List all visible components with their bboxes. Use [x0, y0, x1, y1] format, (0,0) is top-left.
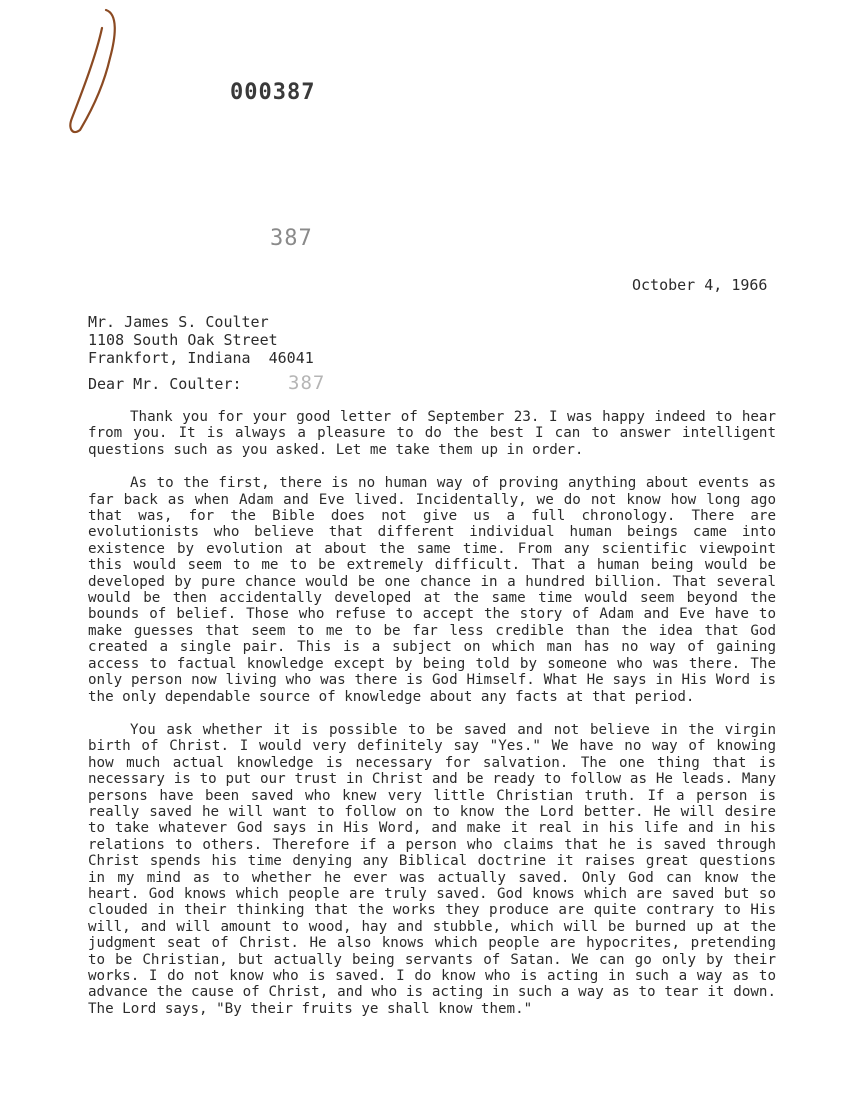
address-line: 1108 South Oak Street: [88, 331, 278, 349]
letter-body: [88, 409, 776, 1034]
body-paragraph: As to the first, there is no human way of proving anything about events as far back as when Adam and Eve lived. Incidentally, we do not know how long ago that was, for the Bible does not give us a full chronology. There are evolutionists who believe that different individual human beings came into existence by evolution at about the same time. From any scientific viewpoint this would seem to me to be extremely difficult. That a human being would be developed by pure chance would be one chance in a hundred billion. That several would be then accidentally developed at the same time would seem beyond the bounds of belief. Those who refuse to accept the story of Adam and Eve have to make guesses that seem to me to be far less credible than the idea that God created a single pair. This is a subject on which man has no way of gaining access to factual knowledge except by being told by someone who was there. The only person now living who was there is God Himself. What He says in His Word is the only dependable source of knowledge about any facts at that period.: [88, 475, 776, 705]
recipient-address: [88, 313, 314, 367]
document-number-stamp: 000387: [230, 80, 316, 105]
body-paragraph: Thank you for your good letter of September 23. I was happy indeed to hear from you. It is always a pleasure to do the best I can to answer intelligent questions such as you asked. Let me take them up in order.: [88, 409, 776, 458]
paperclip-stain: [66, 6, 116, 136]
letter-date: October 4, 1966: [632, 276, 768, 294]
address-line: Frankfort, Indiana 46041: [88, 349, 314, 367]
address-line: Mr. James S. Coulter: [88, 313, 269, 331]
body-paragraph: You ask whether it is possible to be saved and not believe in the virgin birth of Christ. I would very definitely say "Yes." We have no way of knowing how much actual knowledge is necessary for salvation. The one thing that is necessary is to put our trust in Christ and be ready to follow as He leads. Many persons have been saved who knew very little Christian truth. If a person is really saved he will want to follow on to know the Lord better. He will desire to take whatever God says in His Word, and make it real in his life and in his relations to others. Therefore if a person who claims that he is saved through Christ spends his time denying any Biblical doctrine it raises great questions in my mind as to whether he ever was actually saved. Only God can know the heart. God knows which people are truly saved. God knows which are saved but so clouded in their thinking that the works they produce are quite contrary to His will, and will amount to wood, hay and stubble, which will be burned up at the judgment seat of Christ. He also knows which people are hypocrites, pretending to be Christian, but actually being servants of Satan. We can go only by their works. I do not know who is saved. I do know who is acting in such a way as to advance the cause of Christ, and who is acting in such a way as to tear it down. The Lord says, "By their fruits ye shall know them.": [88, 721, 776, 1017]
faint-number-stamp: 387: [288, 372, 326, 394]
salutation: Dear Mr. Coulter:: [88, 375, 242, 393]
page-number-stamp: 387: [270, 226, 313, 251]
